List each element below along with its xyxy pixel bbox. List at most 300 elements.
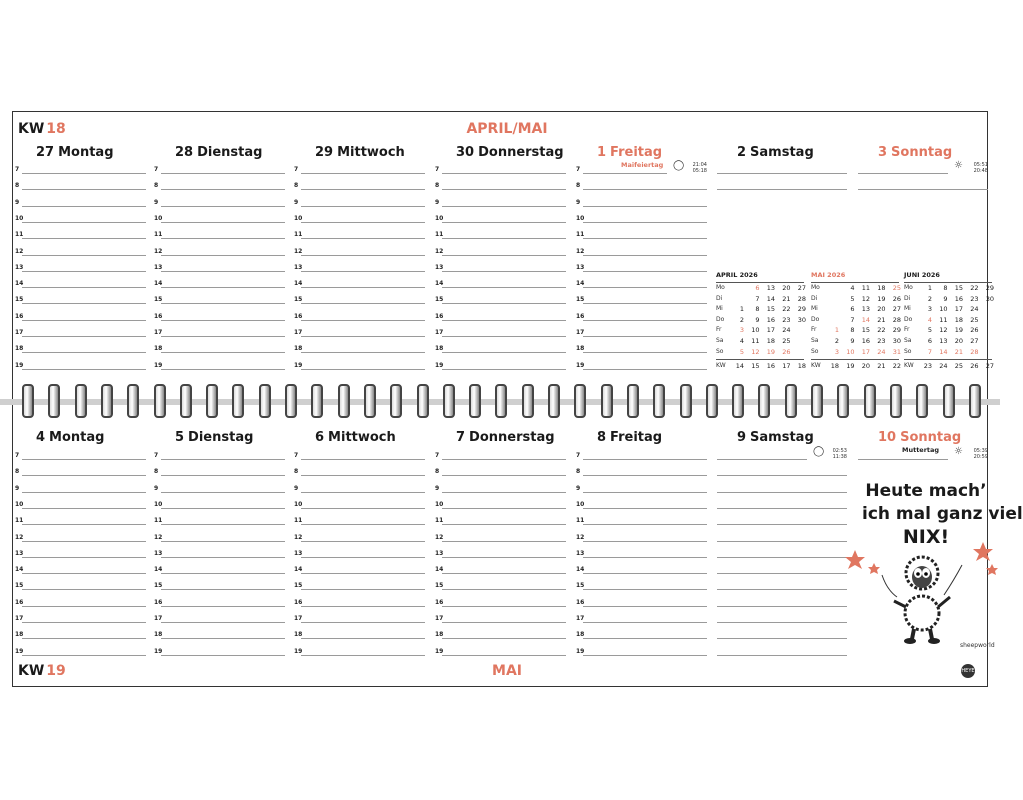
entry-line[interactable]	[583, 336, 707, 337]
mini-day[interactable]: 23	[970, 294, 979, 303]
entry-line[interactable]	[301, 255, 425, 256]
mini-day[interactable]: 11	[751, 337, 760, 345]
mini-day[interactable]: 1	[834, 326, 839, 335]
entry-line[interactable]	[161, 573, 285, 574]
entry-line[interactable]	[22, 369, 146, 370]
entry-line[interactable]	[22, 508, 146, 509]
hour-label: 10	[15, 214, 24, 222]
hour-label: 10	[294, 500, 303, 508]
entry-line[interactable]	[301, 189, 425, 190]
mini-weekday-label: Sa	[811, 337, 819, 344]
entry-line[interactable]	[161, 206, 285, 207]
entry-line[interactable]	[22, 606, 146, 607]
entry-line[interactable]	[161, 541, 285, 542]
entry-line[interactable]	[442, 492, 566, 493]
entry-line[interactable]	[442, 508, 566, 509]
entry-line[interactable]	[22, 589, 146, 590]
entry-line[interactable]	[583, 222, 707, 223]
entry-line[interactable]	[161, 222, 285, 223]
entry-line[interactable]	[442, 206, 566, 207]
entry-line[interactable]	[22, 352, 146, 353]
entry-line[interactable]	[442, 336, 566, 337]
entry-line[interactable]	[442, 369, 566, 370]
entry-line[interactable]	[583, 508, 707, 509]
entry-line[interactable]	[301, 238, 425, 239]
mini-day[interactable]: 20	[877, 305, 886, 314]
binding-ring	[285, 384, 297, 418]
binding-ring	[75, 384, 87, 418]
mini-day[interactable]: 26	[970, 326, 979, 335]
entry-line[interactable]	[301, 352, 425, 353]
mini-day[interactable]: 24	[877, 347, 886, 356]
mini-day[interactable]: 13	[861, 305, 870, 314]
mini-day[interactable]: 22	[782, 305, 791, 314]
mini-day[interactable]: 9	[943, 294, 948, 303]
mini-day[interactable]: 31	[892, 347, 901, 356]
mini-day[interactable]: 9	[850, 337, 855, 345]
mini-day[interactable]: 29	[797, 305, 806, 314]
entry-line[interactable]	[301, 287, 425, 288]
hour-label: 12	[15, 533, 24, 541]
entry-line[interactable]	[161, 459, 285, 460]
entry-line[interactable]	[442, 557, 566, 558]
day-header	[597, 145, 662, 160]
entry-line[interactable]	[301, 271, 425, 272]
entry-line[interactable]	[717, 475, 847, 476]
mini-day[interactable]: 24	[970, 305, 979, 314]
entry-line[interactable]	[161, 589, 285, 590]
entry-line[interactable]	[717, 606, 847, 607]
entry-line[interactable]	[583, 352, 707, 353]
entry-line[interactable]	[301, 508, 425, 509]
mini-day[interactable]: 10	[939, 305, 948, 314]
entry-line[interactable]	[583, 557, 707, 558]
entry-line[interactable]	[161, 303, 285, 304]
mini-day[interactable]: 4	[927, 315, 932, 324]
entry-line[interactable]	[161, 475, 285, 476]
day-name: Dienstag	[188, 430, 254, 445]
entry-line[interactable]	[442, 173, 566, 174]
entry-line[interactable]	[442, 606, 566, 607]
mini-day[interactable]: 25	[782, 337, 791, 345]
entry-line[interactable]	[717, 459, 807, 460]
mini-day[interactable]: 30	[892, 337, 901, 345]
entry-line[interactable]	[22, 303, 146, 304]
mini-day[interactable]: 18	[954, 315, 963, 324]
mini-weekday-label: Mi	[716, 305, 723, 313]
mini-day[interactable]: 11	[939, 315, 948, 324]
mini-day[interactable]: 14	[939, 347, 948, 356]
mini-day[interactable]: 6	[850, 305, 855, 314]
entry-line[interactable]	[22, 173, 146, 174]
entry-line[interactable]	[583, 369, 707, 370]
mini-day[interactable]: 19	[766, 347, 775, 356]
hour-label: 7	[576, 452, 581, 459]
mini-day[interactable]: 11	[861, 284, 870, 292]
entry-line[interactable]	[442, 271, 566, 272]
mini-day[interactable]: 10	[846, 347, 855, 356]
hour-label: 8	[15, 182, 20, 190]
entry-line[interactable]	[22, 524, 146, 525]
entry-line[interactable]	[301, 638, 425, 639]
entry-line[interactable]	[161, 238, 285, 239]
entry-line[interactable]	[301, 541, 425, 542]
entry-line[interactable]	[442, 238, 566, 239]
entry-line[interactable]	[161, 638, 285, 639]
mini-day[interactable]: 6	[755, 284, 760, 292]
entry-line[interactable]	[858, 189, 988, 190]
mini-day[interactable]: 8	[943, 284, 948, 292]
entry-line[interactable]	[161, 557, 285, 558]
mini-day[interactable]: 21	[782, 294, 791, 303]
entry-line[interactable]	[22, 638, 146, 639]
entry-line[interactable]	[717, 638, 847, 639]
hour-label: 8	[154, 468, 159, 476]
hour-label: 15	[154, 582, 163, 590]
entry-line[interactable]	[717, 173, 847, 174]
binding-ring	[101, 384, 113, 418]
mini-day[interactable]: 12	[939, 326, 948, 335]
mini-kw-number: 14	[735, 362, 744, 370]
entry-line[interactable]	[717, 508, 847, 509]
mini-day[interactable]: 5	[850, 294, 855, 303]
mini-day[interactable]: 18	[877, 284, 886, 292]
mini-day[interactable]: 13	[766, 284, 775, 292]
entry-line[interactable]	[583, 541, 707, 542]
entry-line[interactable]	[161, 189, 285, 190]
mini-day[interactable]: 17	[766, 326, 775, 335]
mini-day[interactable]: 30	[985, 294, 994, 303]
binding-ring	[364, 384, 376, 418]
entry-line[interactable]	[583, 492, 707, 493]
binding-ring	[969, 384, 981, 418]
week-number	[18, 121, 66, 137]
entry-line[interactable]	[583, 173, 667, 174]
entry-line[interactable]	[22, 573, 146, 574]
mini-weekday-label: Di	[716, 294, 723, 302]
entry-line[interactable]	[301, 606, 425, 607]
entry-line[interactable]	[22, 475, 146, 476]
hour-label: 14	[15, 566, 24, 574]
mini-day[interactable]: 21	[877, 315, 886, 324]
entry-line[interactable]	[583, 238, 707, 239]
mini-day[interactable]: 19	[877, 294, 886, 303]
mini-day[interactable]: 5	[927, 326, 932, 335]
mini-day[interactable]: 8	[850, 326, 855, 335]
hour-label: 16	[15, 312, 24, 320]
mini-day[interactable]: 18	[766, 337, 775, 345]
mini-calendar-rule	[811, 359, 899, 360]
entry-line[interactable]	[22, 255, 146, 256]
mini-day[interactable]: 2	[927, 294, 932, 303]
entry-line[interactable]	[301, 475, 425, 476]
entry-line[interactable]	[583, 622, 707, 623]
entry-line[interactable]	[301, 492, 425, 493]
entry-line[interactable]	[301, 622, 425, 623]
entry-line[interactable]	[301, 655, 425, 656]
hour-label: 17	[435, 329, 444, 336]
mini-day[interactable]: 1	[927, 284, 932, 292]
mini-day[interactable]: 16	[766, 315, 775, 324]
mini-day[interactable]: 23	[782, 315, 791, 324]
mini-day[interactable]: 23	[877, 337, 886, 345]
mini-day[interactable]: 27	[797, 284, 806, 292]
entry-line[interactable]	[583, 524, 707, 525]
entry-line[interactable]	[442, 475, 566, 476]
publisher-logo: HEYE	[961, 664, 975, 678]
entry-line[interactable]	[717, 524, 847, 525]
entry-line[interactable]	[583, 638, 707, 639]
mini-day[interactable]: 16	[861, 337, 870, 345]
entry-line[interactable]	[858, 173, 948, 174]
entry-line[interactable]	[301, 320, 425, 321]
entry-line[interactable]	[161, 271, 285, 272]
binding-ring	[627, 384, 639, 418]
mini-day[interactable]: 15	[766, 305, 775, 314]
mini-kw-number: 16	[766, 362, 775, 370]
entry-line[interactable]	[442, 589, 566, 590]
mini-day[interactable]: 3	[927, 305, 932, 314]
mini-day[interactable]: 7	[850, 315, 855, 324]
mini-day[interactable]: 14	[766, 294, 775, 303]
entry-line[interactable]	[22, 206, 146, 207]
entry-line[interactable]	[717, 541, 847, 542]
entry-line[interactable]	[301, 173, 425, 174]
entry-line[interactable]	[301, 303, 425, 304]
entry-line[interactable]	[161, 606, 285, 607]
mini-day[interactable]: 22	[877, 326, 886, 335]
entry-line[interactable]	[583, 287, 707, 288]
mini-day[interactable]: 26	[782, 347, 791, 356]
mini-day[interactable]: 4	[850, 284, 855, 292]
entry-line[interactable]	[583, 271, 707, 272]
mini-day[interactable]: 12	[751, 347, 760, 356]
mini-day[interactable]: 25	[892, 284, 901, 292]
mini-day[interactable]: 13	[939, 337, 948, 345]
mini-day[interactable]: 14	[861, 315, 870, 324]
mini-day[interactable]: 2	[834, 337, 839, 345]
entry-line[interactable]	[717, 573, 847, 574]
entry-line[interactable]	[583, 573, 707, 574]
entry-line[interactable]	[161, 320, 285, 321]
hour-label: 10	[576, 500, 585, 508]
entry-line[interactable]	[22, 189, 146, 190]
binding-ring	[548, 384, 560, 418]
mini-day[interactable]: 28	[797, 294, 806, 303]
entry-line[interactable]	[22, 271, 146, 272]
hour-label: 16	[294, 312, 303, 320]
hour-label: 18	[154, 631, 163, 639]
entry-line[interactable]	[717, 589, 847, 590]
binding-ring	[890, 384, 902, 418]
entry-line[interactable]	[442, 189, 566, 190]
entry-line[interactable]	[717, 655, 847, 656]
entry-line[interactable]	[301, 206, 425, 207]
hour-label: 7	[435, 452, 440, 459]
entry-line[interactable]	[161, 622, 285, 623]
entry-line[interactable]	[161, 173, 285, 174]
mini-day[interactable]: 28	[970, 347, 979, 356]
entry-line[interactable]	[301, 459, 425, 460]
hour-label: 12	[576, 533, 585, 541]
entry-line[interactable]	[717, 189, 847, 190]
day-name: Donnerstag	[478, 145, 564, 160]
entry-line[interactable]	[583, 206, 707, 207]
mini-day[interactable]: 7	[755, 294, 760, 303]
entry-line[interactable]	[583, 589, 707, 590]
rise-time: 02:53	[832, 448, 847, 454]
entry-line[interactable]	[161, 369, 285, 370]
mini-day[interactable]: 22	[970, 284, 979, 292]
entry-line[interactable]	[22, 238, 146, 239]
hour-label: 12	[154, 533, 163, 541]
entry-line[interactable]	[161, 287, 285, 288]
mini-day[interactable]: 29	[892, 326, 901, 335]
entry-line[interactable]	[717, 622, 847, 623]
mini-day[interactable]: 27	[970, 337, 979, 345]
entry-line[interactable]	[301, 336, 425, 337]
mini-day[interactable]: 5	[739, 347, 744, 356]
mini-day[interactable]: 25	[970, 315, 979, 324]
entry-line[interactable]	[22, 492, 146, 493]
mini-day[interactable]: 1	[739, 305, 744, 314]
entry-line[interactable]	[22, 541, 146, 542]
mini-kw-number: 23	[923, 362, 932, 370]
entry-line[interactable]	[583, 459, 707, 460]
sun-times	[956, 448, 988, 460]
entry-line[interactable]	[301, 524, 425, 525]
week-label: KW	[18, 663, 45, 679]
hour-label: 18	[294, 345, 303, 353]
mini-day[interactable]: 15	[954, 284, 963, 292]
entry-line[interactable]	[442, 459, 566, 460]
entry-line[interactable]	[301, 222, 425, 223]
entry-line[interactable]	[22, 557, 146, 558]
entry-line[interactable]	[22, 287, 146, 288]
entry-line[interactable]	[22, 459, 146, 460]
hour-label: 8	[435, 468, 440, 476]
mini-weekday-label: Mi	[811, 305, 818, 313]
mini-day[interactable]: 3	[834, 347, 839, 356]
mini-day[interactable]: 6	[927, 337, 932, 345]
entry-line[interactable]	[22, 655, 146, 656]
entry-line[interactable]	[442, 524, 566, 525]
mini-day[interactable]: 3	[739, 326, 744, 335]
entry-line[interactable]	[442, 222, 566, 223]
mini-day[interactable]: 8	[755, 305, 760, 314]
entry-line[interactable]	[442, 303, 566, 304]
entry-line[interactable]	[583, 320, 707, 321]
entry-line[interactable]	[442, 287, 566, 288]
mini-day[interactable]: 2	[739, 315, 744, 324]
mini-day[interactable]: 12	[861, 294, 870, 303]
mini-day[interactable]: 10	[751, 326, 760, 335]
entry-line[interactable]	[442, 573, 566, 574]
hour-label: 13	[154, 263, 163, 271]
entry-line[interactable]	[442, 541, 566, 542]
binding-ring	[522, 384, 534, 418]
entry-line[interactable]	[22, 222, 146, 223]
entry-line[interactable]	[161, 508, 285, 509]
mini-day[interactable]: 30	[797, 315, 806, 324]
entry-line[interactable]	[161, 524, 285, 525]
entry-line[interactable]	[301, 573, 425, 574]
mini-calendar-rule	[716, 282, 804, 283]
hour-label: 12	[15, 247, 24, 255]
mini-day[interactable]: 26	[892, 294, 901, 303]
sheep-illustration	[842, 535, 1002, 665]
entry-line[interactable]	[442, 352, 566, 353]
day-header	[456, 145, 564, 160]
entry-line[interactable]	[442, 255, 566, 256]
entry-line[interactable]	[161, 492, 285, 493]
hour-label: 12	[576, 247, 585, 255]
entry-line[interactable]	[22, 622, 146, 623]
mini-day[interactable]: 28	[892, 315, 901, 324]
entry-line[interactable]	[583, 189, 707, 190]
quote-line-2: ich mal ganz viel	[862, 504, 1023, 524]
entry-line[interactable]	[717, 492, 847, 493]
entry-line[interactable]	[583, 255, 707, 256]
entry-line[interactable]	[301, 589, 425, 590]
mini-day[interactable]: 7	[927, 347, 932, 356]
mini-day[interactable]: 27	[892, 305, 901, 314]
entry-line[interactable]	[717, 557, 847, 558]
entry-line[interactable]	[161, 352, 285, 353]
mini-day[interactable]: 9	[755, 315, 760, 324]
mini-day[interactable]: 15	[861, 326, 870, 335]
month-title: APRIL/MAI	[466, 121, 548, 137]
entry-line[interactable]	[858, 459, 948, 460]
mini-day[interactable]: 16	[954, 294, 963, 303]
mini-day[interactable]: 29	[985, 284, 994, 292]
rise-time: 05:51	[973, 162, 988, 168]
hour-label: 13	[576, 549, 585, 557]
hour-label: 18	[154, 345, 163, 353]
mini-day[interactable]: 21	[954, 347, 963, 356]
day-number: 10	[878, 430, 897, 445]
mini-day[interactable]: 4	[739, 337, 744, 345]
entry-line[interactable]	[161, 336, 285, 337]
entry-line[interactable]	[442, 638, 566, 639]
mini-day[interactable]: 17	[861, 347, 870, 356]
entry-line[interactable]	[583, 475, 707, 476]
hour-label: 8	[435, 182, 440, 190]
entry-line[interactable]	[161, 655, 285, 656]
binding-ring	[574, 384, 586, 418]
mini-day[interactable]: 17	[954, 305, 963, 314]
mini-day[interactable]: 19	[954, 326, 963, 335]
mini-day[interactable]: 24	[782, 326, 791, 335]
entry-line[interactable]	[583, 655, 707, 656]
entry-line[interactable]	[161, 255, 285, 256]
rise-time: 21:04	[692, 162, 707, 168]
entry-line[interactable]	[22, 336, 146, 337]
hour-label: 15	[435, 582, 444, 590]
entry-line[interactable]	[583, 606, 707, 607]
entry-line[interactable]	[301, 369, 425, 370]
day-number: 28	[175, 145, 194, 160]
mini-day[interactable]: 20	[782, 284, 791, 292]
mini-day[interactable]: 20	[954, 337, 963, 345]
entry-line[interactable]	[442, 320, 566, 321]
entry-line[interactable]	[442, 655, 566, 656]
entry-line[interactable]	[583, 303, 707, 304]
hour-label: 17	[154, 615, 163, 622]
entry-line[interactable]	[22, 320, 146, 321]
entry-line[interactable]	[301, 557, 425, 558]
entry-line[interactable]	[442, 622, 566, 623]
